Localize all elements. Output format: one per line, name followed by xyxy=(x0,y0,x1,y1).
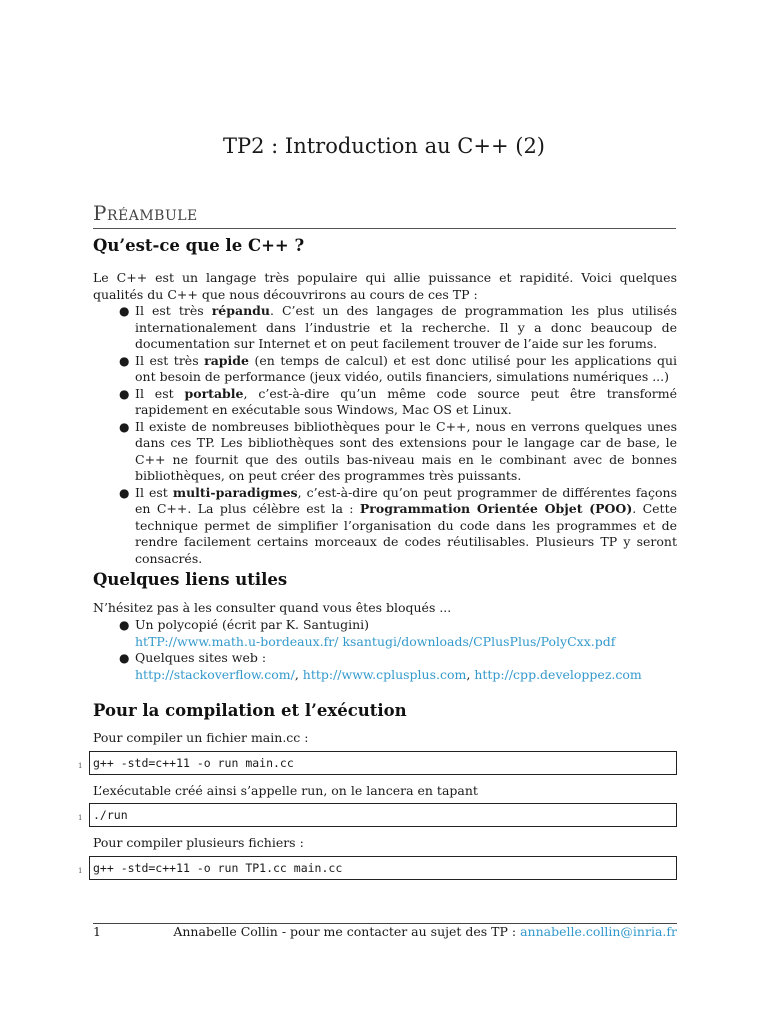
polycopie-link[interactable]: htTP://www.math.u-bordeaux.fr/ ksantugi/downloads/CPlusPlus/PolyCxx.pdf xyxy=(135,633,616,649)
line-number: 1 xyxy=(78,867,83,875)
page-number: 1 xyxy=(93,924,101,939)
bullet-icon: ● xyxy=(119,419,130,434)
list-item: ● Il est portable, c’est-à-dire qu’un même code source peut être transformé rapidement en exécutable sous Windows, Mac OS et Linux. xyxy=(119,385,677,417)
code-block-compile-multi xyxy=(78,856,677,880)
bullet-icon: ● xyxy=(119,353,130,368)
footer-contact: Annabelle Collin - pour me contacter au sujet des TP : annabelle.collin@inria.fr xyxy=(173,924,677,939)
list-item: ● Il est multi-paradigmes, c’est-à-dire qu’on peut programmer de différentes façons en C++. La plus célèbre est la : Programmation Orientée Objet (POO). Cette technique permet de simplifier l’organisation du code dans les programmes et de rendre facilement certains morceaux de codes réutilisables. Plusieurs TP y seront consacrés. xyxy=(119,484,677,566)
intro-paragraph: Le C++ est un langage très populaire qui allie puissance et rapidité. Voici quelques qualités du C++ que nous découvrirons au cours de ces TP : xyxy=(93,270,677,302)
line-number: 1 xyxy=(78,762,83,770)
section-heading-preambule: Préambule xyxy=(93,201,676,229)
developpez-link[interactable]: http://cpp.developpez.com xyxy=(474,666,642,682)
bullet-icon: ● xyxy=(119,386,130,401)
stackoverflow-link[interactable]: http://stackoverflow.com/ xyxy=(135,666,295,682)
list-item: ● Il est très répandu. C’est un des langages de programmation les plus utilisés internationalement dans l’industrie et la recherche. Il y a donc beaucoup de documentation sur Internet et on peut facilement trouver de l’aide sur les forums. xyxy=(119,303,677,351)
bullet-icon: ● xyxy=(119,485,130,500)
list-item: ● Il existe de nombreuses bibliothèques pour le C++, nous en verrons quelques unes dans ces TP. Les bibliothèques sont des extensions pour le langage car de base, le C++ ne fournit que des outils bas-niveau mais en le combinant avec de bonnes bibliothèques, on peut créer des programmes très puissants. xyxy=(119,418,677,483)
list-item: ● Un polycopié (écrit par K. Santugini) htTP://www.math.u-bordeaux.fr/ ksantugi/downloads/CPlusPlus/PolyCxx.pdf xyxy=(119,617,616,649)
bullet-icon: ● xyxy=(119,618,130,632)
links-list xyxy=(93,617,677,683)
line-number: 1 xyxy=(78,814,83,822)
qualities-list xyxy=(93,303,677,567)
cplusplus-link[interactable]: http://www.cplusplus.com xyxy=(302,666,467,682)
subheading-compilation: Pour la compilation et l’exécution xyxy=(93,701,407,720)
code-line: ./run xyxy=(93,808,128,822)
list-item: ● Il est très rapide (en temps de calcul) et est donc utilisé pour les applications qui ont besoin de performance (jeux vidéo, outils financiers, simulations numériques ...) xyxy=(119,352,677,384)
compile-instruction-1: Pour compiler un fichier main.cc : xyxy=(93,730,309,745)
code-line: g++ -std=c++11 -o run TP1.cc main.cc xyxy=(93,861,343,875)
compile-instruction-multi: Pour compiler plusieurs fichiers : xyxy=(93,835,304,850)
links-intro: N’hésitez pas à les consulter quand vous êtes bloqués ... xyxy=(93,600,452,615)
subheading-useful-links: Quelques liens utiles xyxy=(93,570,288,589)
bullet-icon: ● xyxy=(119,651,130,665)
code-line: g++ -std=c++11 -o run main.cc xyxy=(93,756,294,770)
run-instruction: L’exécutable créé ainsi s’appelle run, on le lancera en tapant xyxy=(93,783,478,798)
bullet-icon: ● xyxy=(119,304,130,318)
subheading-what-is-cpp: Qu’est-ce que le C++ ? xyxy=(93,236,305,255)
email-link[interactable]: annabelle.collin@inria.fr xyxy=(520,924,677,939)
code-block-run xyxy=(78,803,677,827)
list-item: ● Quelques sites web : http://stackoverflow.com/, http://www.cplusplus.com, http://cpp.developpez.com xyxy=(119,650,642,682)
code-block-compile-single xyxy=(78,751,677,775)
document-title: TP2 : Introduction au C++ (2) xyxy=(223,134,545,158)
